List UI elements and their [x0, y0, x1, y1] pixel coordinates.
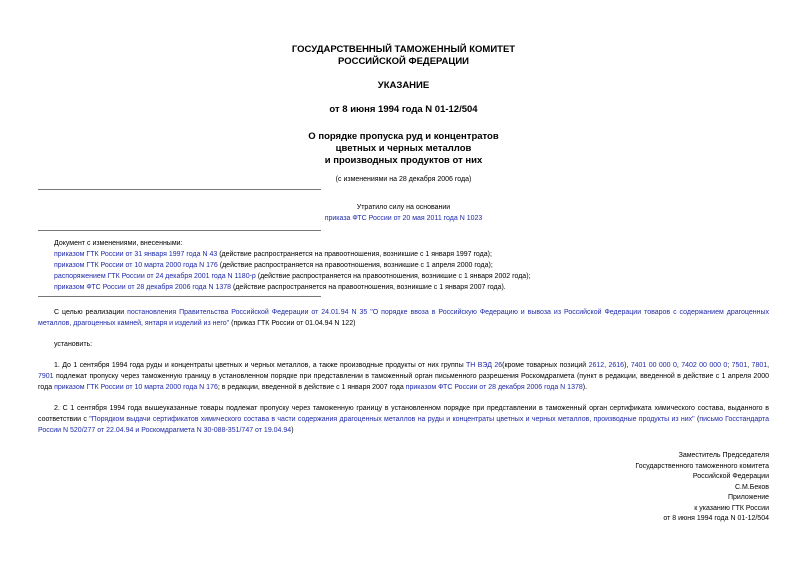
appendix-label: Приложение	[727, 494, 769, 501]
doc-date: от 8 июня 1994 года N 01-12/504	[329, 104, 478, 115]
lost-force-link-row	[0, 213, 807, 224]
change-link-4[interactable]: приказом ФТС России от 28 декабря 2006 года N 1378	[54, 284, 232, 291]
code-link-2616[interactable]: 2616	[608, 362, 625, 369]
org-name-line2: РОССИЙСКОЙ ФЕДЕРАЦИИ	[337, 56, 469, 67]
signature-line: Государственного таможенного комитета	[635, 462, 769, 470]
amendment-note: (с изменениями на 28 декабря 2006 года)	[335, 176, 472, 183]
decree-link[interactable]: постановления Правительства Российской Федерации от 24.01.94 N 35 "О порядке ввоза в Российскую Федерацию и вывоза из Российской Федерации товаров с содержанием драгоценных металлов, драгоценных камней, янтаря и изделий из него"	[38, 309, 769, 327]
code-link-7401[interactable]: 7401 00 000 0	[630, 362, 677, 369]
appendix-ref: к указанию ГТК России	[694, 504, 769, 512]
change-link-2[interactable]: приказом ГТК России от 10 марта 2000 года N 176	[54, 262, 218, 269]
doc-title-line2: цветных и черных металлов	[335, 143, 472, 154]
order-link-176[interactable]: приказом ГТК России от 10 марта 2000 года N 176	[54, 384, 218, 391]
paragraph-item-2: 2. С 1 сентября 1994 года вышеуказанные товары подлежат пропуску через таможенную границу в установленном порядке при представлении в таможенный орган сертификата химического состава, выданного в соответствии с "Порядком выдачи сертификатов химического состава в части содержания драгоценных металлов на руды и концентраты цветных и черных металлов, производные продукты из них" (письмо Госстандарта России N 520/277 от 22.04.94 и Роскомдрагмета N 30-088-351/747 от 19.04.94)	[38, 405, 770, 434]
paragraph-item-1: 1. До 1 сентября 1994 года руды и концентраты цветных и черных металлов, а также производные продукты от них группы ТН ВЭД 26(кроме товарных позиций 2612, 2616), 7401 00 000 0, 7402 00 000 0; 7501, 7801, 7901 подлежат пропуску через таможенную границу в установленном порядке при представлении в таможенный орган письменного разрешения Роскомдрагмета (пункт в редакции, введенной в действие с 1 апреля 2000 года приказом ГТК России от 10 марта 2000 года N 176; в редакции, введенной в действие с 1 января 2007 года приказом ФТС России от 28 декабря 2006 года N 1378).	[38, 362, 770, 391]
signature-line: Заместитель Председателя	[678, 452, 769, 459]
divider	[38, 189, 321, 190]
paragraph-establish: установить:	[54, 341, 93, 348]
list-item: приказом ГТК России от 10 марта 2000 года N 176 (действие распространяется на правоотношения, возникшие с 1 апреля 2000 года);	[54, 262, 493, 269]
order-link-1378[interactable]: приказом ФТС России от 28 декабря 2006 года N 1378	[405, 384, 583, 391]
doc-title-line3: и производных продуктов от них	[324, 155, 483, 166]
lost-force-note: Утратило силу на основании	[356, 204, 451, 211]
list-item: приказом ФТС России от 28 декабря 2006 года N 1378 (действие распространяется на правоотношения, возникшие с 1 января 2007 года).	[54, 284, 506, 291]
list-item: распоряжением ГТК России от 24 декабря 2001 года N 1180-р (действие распространяется на правоотношения, возникшие с 1 января 2002 года);	[54, 273, 531, 280]
changes-intro: Документ с изменениями, внесенными:	[54, 240, 183, 247]
code-link-7402[interactable]: 7402 00 000 0	[681, 362, 728, 369]
appendix-date: от 8 июня 1994 года N 01-12/504	[663, 515, 769, 522]
gosstandart-letter-link[interactable]: письмо Госстандарта России N 520/277 от 22.04.94 и Роскомдрагмета N 30-088-351/747 от 19.04.94	[38, 416, 770, 434]
signature-name: С.М.Беков	[734, 483, 769, 491]
doc-type: УКАЗАНИЕ	[377, 80, 430, 91]
code-link-7801[interactable]: 7801	[751, 362, 768, 369]
doc-title-line1: О порядке пропуска руд и концентратов	[308, 131, 499, 142]
change-link-3[interactable]: распоряжением ГТК России от 24 декабря 2001 года N 1180-р	[54, 273, 256, 280]
lost-force-link[interactable]: приказа ФТС России от 20 мая 2011 года N 1023	[324, 215, 483, 222]
signature-line: Российской Федерации	[692, 473, 769, 480]
certificate-order-link[interactable]: "Порядком выдачи сертификатов химического состава в части содержания драгоценных металлов на руды и концентраты цветных и черных металлов, производные продукты из них"	[89, 416, 695, 423]
change-link-1[interactable]: приказом ГТК России от 31 января 1997 года N 43	[54, 251, 218, 258]
org-name-line1: ГОСУДАРСТВЕННЫЙ ТАМОЖЕННЫЙ КОМИТЕТ	[291, 44, 516, 55]
list-item: приказом ГТК России от 31 января 1997 года N 43 (действие распространяется на правоотношения, возникшие с 1 января 1997 года);	[54, 251, 492, 258]
code-link-7501[interactable]: 7501	[731, 362, 748, 369]
code-link-2612[interactable]: 2612	[588, 362, 605, 369]
divider	[38, 230, 321, 231]
paragraph-purpose: С целью реализации постановления Правительства Российской Федерации от 24.01.94 N 35 "О порядке ввоза в Российскую Федерацию и вывоза из Российской Федерации товаров с содержанием драгоценных металлов, драгоценных камней, янтаря и изделий из него" (приказ ГТК России от 01.04.94 N 122)	[38, 309, 769, 327]
signature-block	[635, 451, 769, 525]
divider	[38, 296, 321, 297]
code-link-7901[interactable]: 7901	[38, 373, 54, 380]
changes-block	[54, 238, 774, 293]
tnved-link[interactable]: ТН ВЭД 26	[466, 362, 503, 369]
